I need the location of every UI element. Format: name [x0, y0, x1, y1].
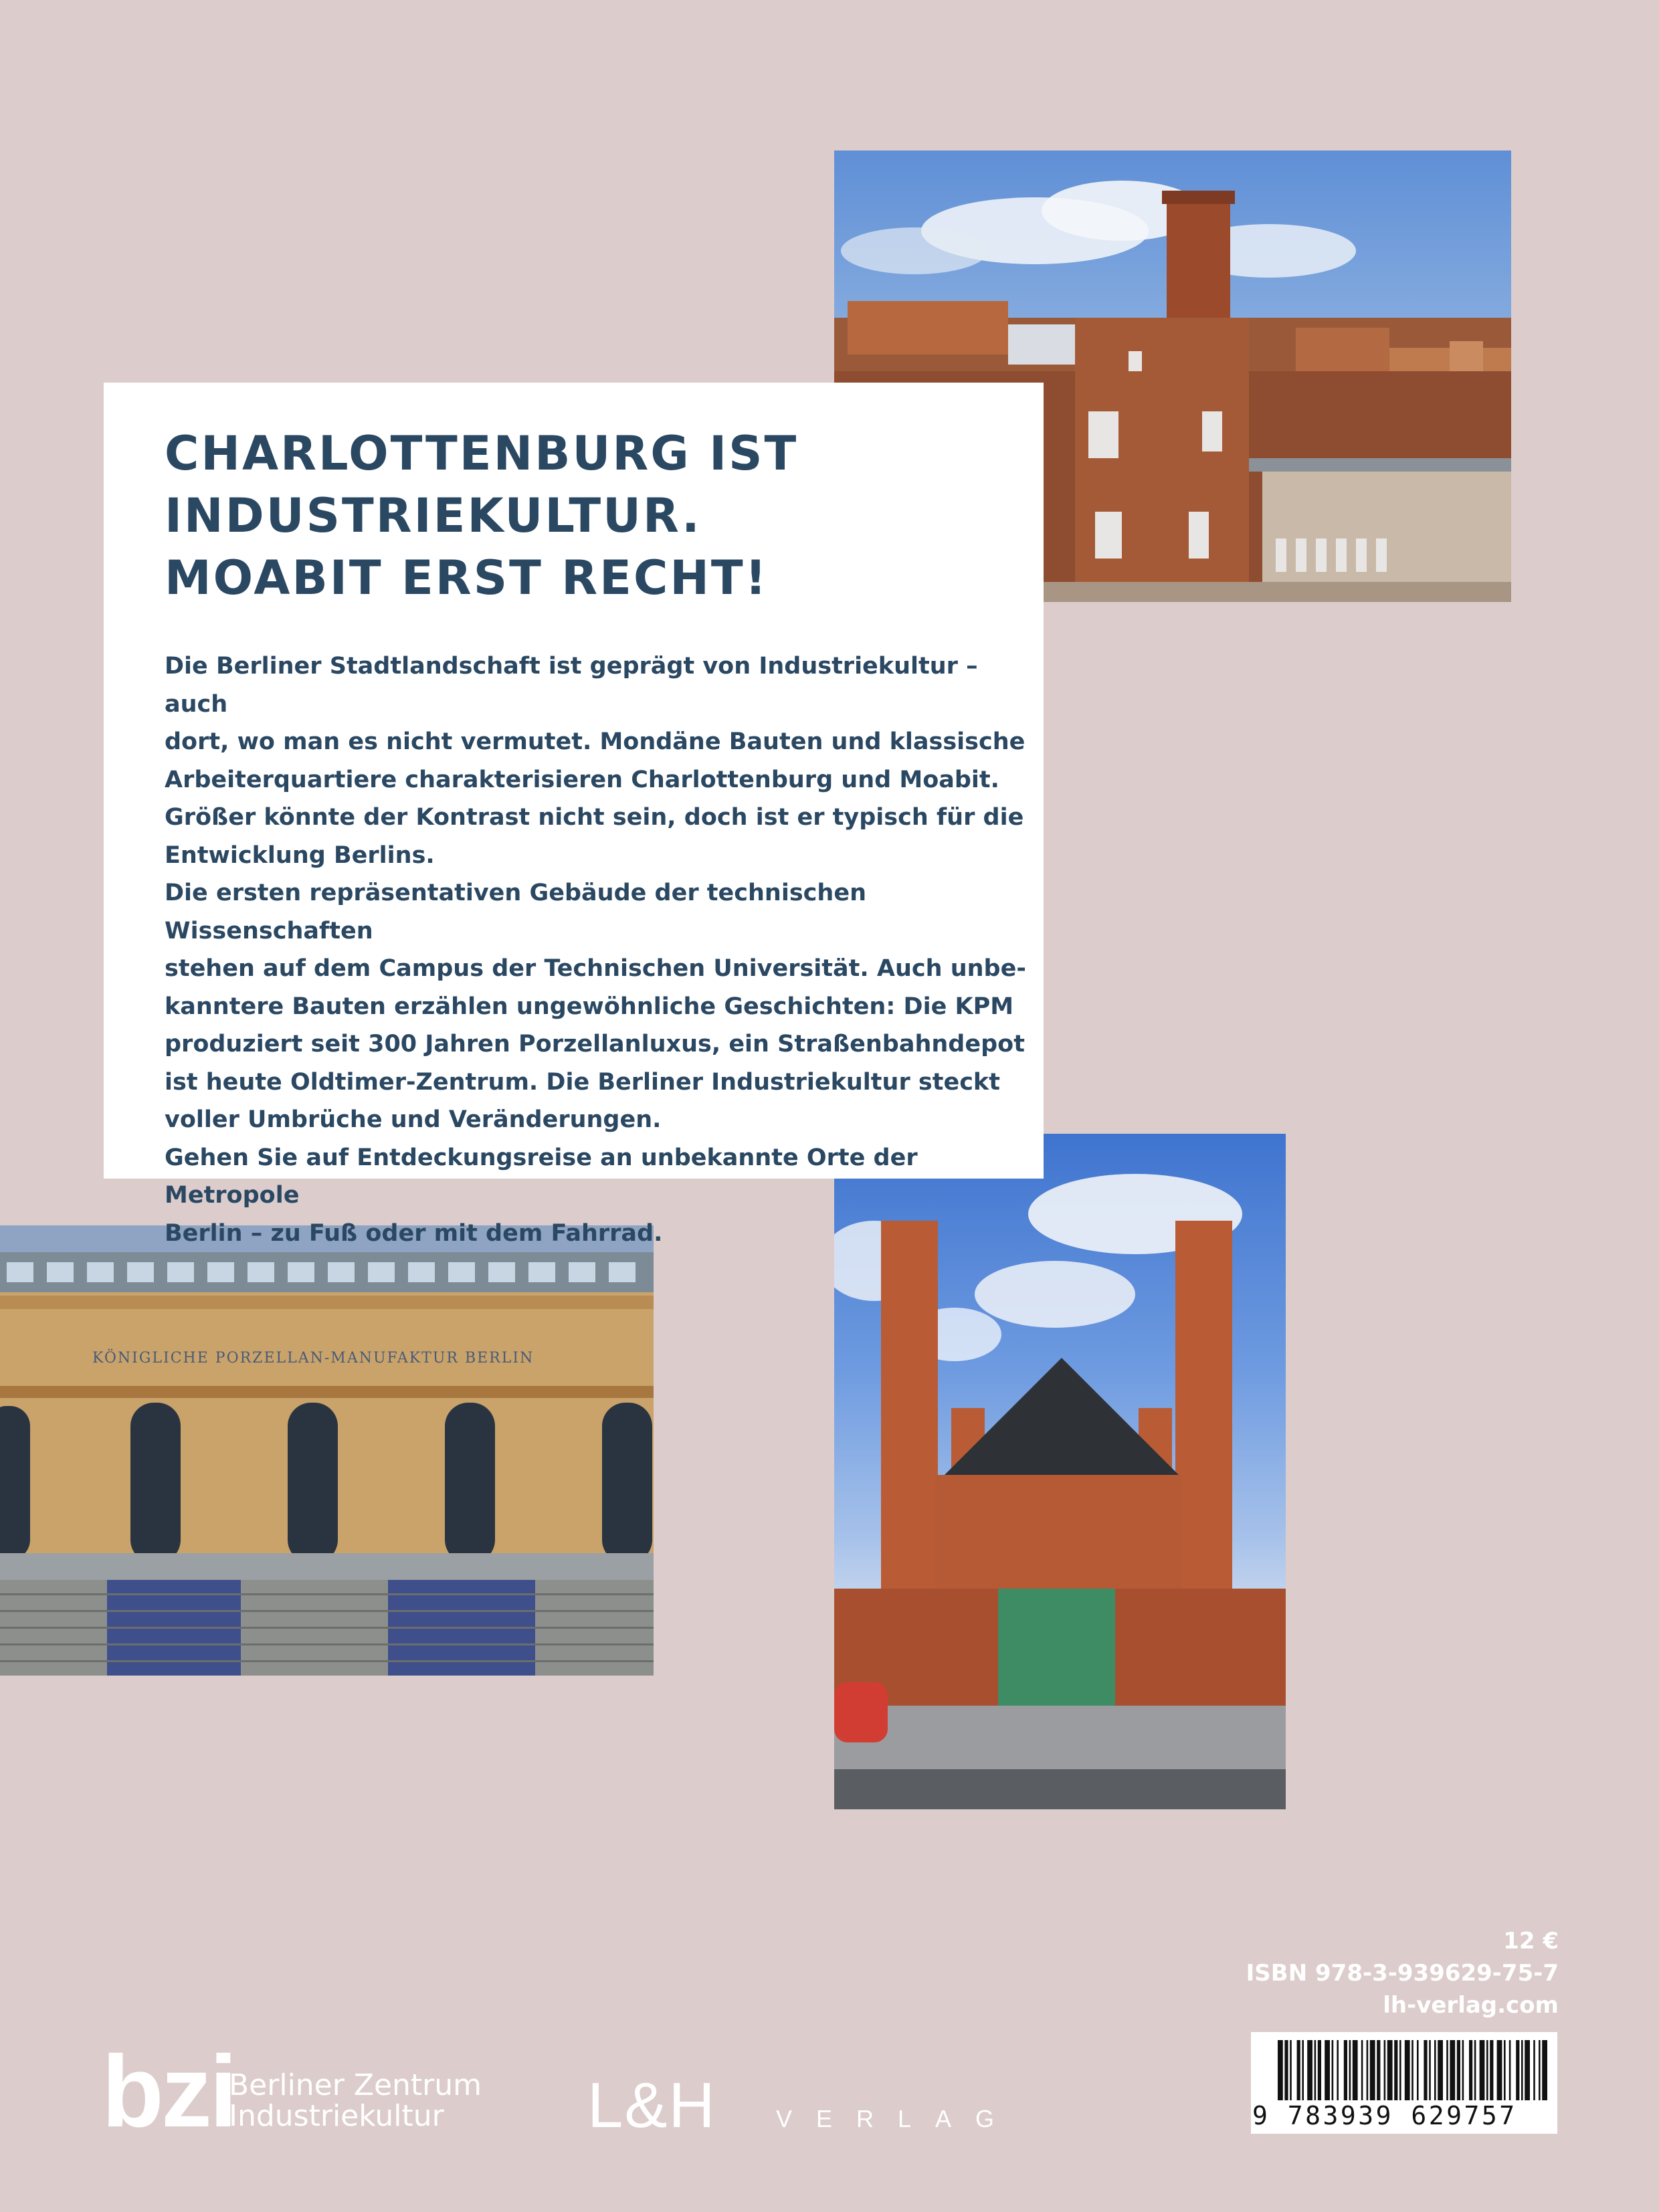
- barcode-bar: [1533, 2040, 1535, 2104]
- barcode-bar: [1486, 2040, 1488, 2104]
- barcode-bar: [1457, 2040, 1460, 2104]
- barcode-bar: [1344, 2040, 1347, 2104]
- barcode-bar: [1469, 2040, 1472, 2104]
- barcode-bar: [1394, 2040, 1397, 2104]
- body-paragraph-3: Gehen Sie auf Entdeckungsreise an unbekannte Orte der Metropole Berlin – zu Fuß oder mit dem Fahrrad.: [165, 1144, 918, 1247]
- body-paragraph-1: Die Berliner Stadtlandschaft ist geprägt von Industriekultur – auch dort, wo man es nicht vermutet. Mondäne Bauten und klassische Arbeiterquartiere charakterisieren Charlottenburg und Moabit. Größer könnte der Kontrast nicht sein, doch ist er typisch für die Entwicklung Berlins.: [165, 653, 1026, 869]
- price: 12 €: [1503, 1928, 1559, 1954]
- website-link[interactable]: lh-verlag.com: [1383, 1992, 1559, 2019]
- barcode-bar: [1509, 2040, 1511, 2104]
- barcode-bar: [1290, 2040, 1292, 2104]
- barcode-bar: [1521, 2040, 1523, 2104]
- barcode-bar: [1424, 2040, 1427, 2104]
- body-paragraph-2: Die ersten repräsentativen Gebäude der technischen Wissenschaften stehen auf dem Campus der Technischen Universität. Auch unbe- kanntere Bauten erzählen ungewöhnliche Geschichten: Die KPM produziert seit 300 Jahren Porzellanluxus, ein Straßenbahndepot ist heute Oldtimer-Zentrum. Die Berliner Industriekultur steckt voller Umbrüche und Veränderungen.: [165, 880, 1026, 1133]
- barcode-bar: [1480, 2040, 1485, 2104]
- barcode-bar: [1278, 2040, 1283, 2104]
- barcode-bar: [1474, 2040, 1476, 2104]
- barcode-bar: [1446, 2040, 1448, 2104]
- barcode-bar: [1284, 2040, 1288, 2104]
- barcode-bar: [1429, 2040, 1431, 2104]
- barcode-bar: [1318, 2040, 1321, 2104]
- barcode-bar: [1539, 2040, 1541, 2104]
- barcode-bar: [1325, 2040, 1330, 2104]
- barcode-bar: [1516, 2040, 1519, 2104]
- kpm-facade-inscription: KÖNIGLICHE PORZELLAN-MANUFAKTUR BERLIN: [92, 1350, 534, 1367]
- barcode-bar: [1399, 2040, 1401, 2104]
- barcode-bar: [1387, 2040, 1393, 2104]
- barcode-bar: [1367, 2040, 1369, 2104]
- barcode-bar: [1525, 2040, 1530, 2104]
- barcode-digits: 9 783939 629757: [1252, 2100, 1556, 2131]
- lh-logo-verlag: VERLAG: [776, 2105, 1019, 2132]
- barcode-bar: [1490, 2040, 1493, 2104]
- barcode-bar: [1307, 2040, 1312, 2104]
- barcode-bar: [1297, 2040, 1300, 2104]
- kpm-photo: [0, 1225, 654, 1676]
- isbn: ISBN 978-3-939629-75-7: [1246, 1960, 1559, 1987]
- barcode-bar: [1314, 2040, 1316, 2104]
- barcode-bar: [1405, 2040, 1410, 2104]
- barcode-bar: [1438, 2040, 1443, 2104]
- barcode-bar: [1302, 2040, 1304, 2104]
- barcode-bar: [1361, 2040, 1363, 2104]
- body-text: [165, 647, 1028, 1252]
- barcode-bar: [1332, 2040, 1334, 2104]
- barcode-bar: [1542, 2040, 1547, 2104]
- barcode-bar: [1417, 2040, 1419, 2104]
- headline: CHARLOTTENBURG IST INDUSTRIEKULTUR. MOABIT ERST RECHT!: [165, 426, 799, 605]
- barcode-bar: [1353, 2040, 1358, 2104]
- barcode-bar: [1349, 2040, 1351, 2104]
- barcode-bar: [1434, 2040, 1436, 2104]
- barcode-bar: [1504, 2040, 1506, 2104]
- barcode-bar: [1462, 2040, 1464, 2104]
- barcode-bar: [1411, 2040, 1413, 2104]
- barcode-bar: [1497, 2040, 1502, 2104]
- barcode-bar: [1337, 2040, 1339, 2104]
- barcode-bar: [1384, 2040, 1386, 2104]
- barcode-bar: [1450, 2040, 1455, 2104]
- barcode-bar: [1377, 2040, 1380, 2104]
- bzi-logo-name: Berliner Zentrum Industriekultur: [229, 2068, 482, 2133]
- bzi-logo: bzi: [102, 2035, 235, 2148]
- barcode-bar: [1370, 2040, 1375, 2104]
- lh-logo: L&H: [587, 2070, 716, 2141]
